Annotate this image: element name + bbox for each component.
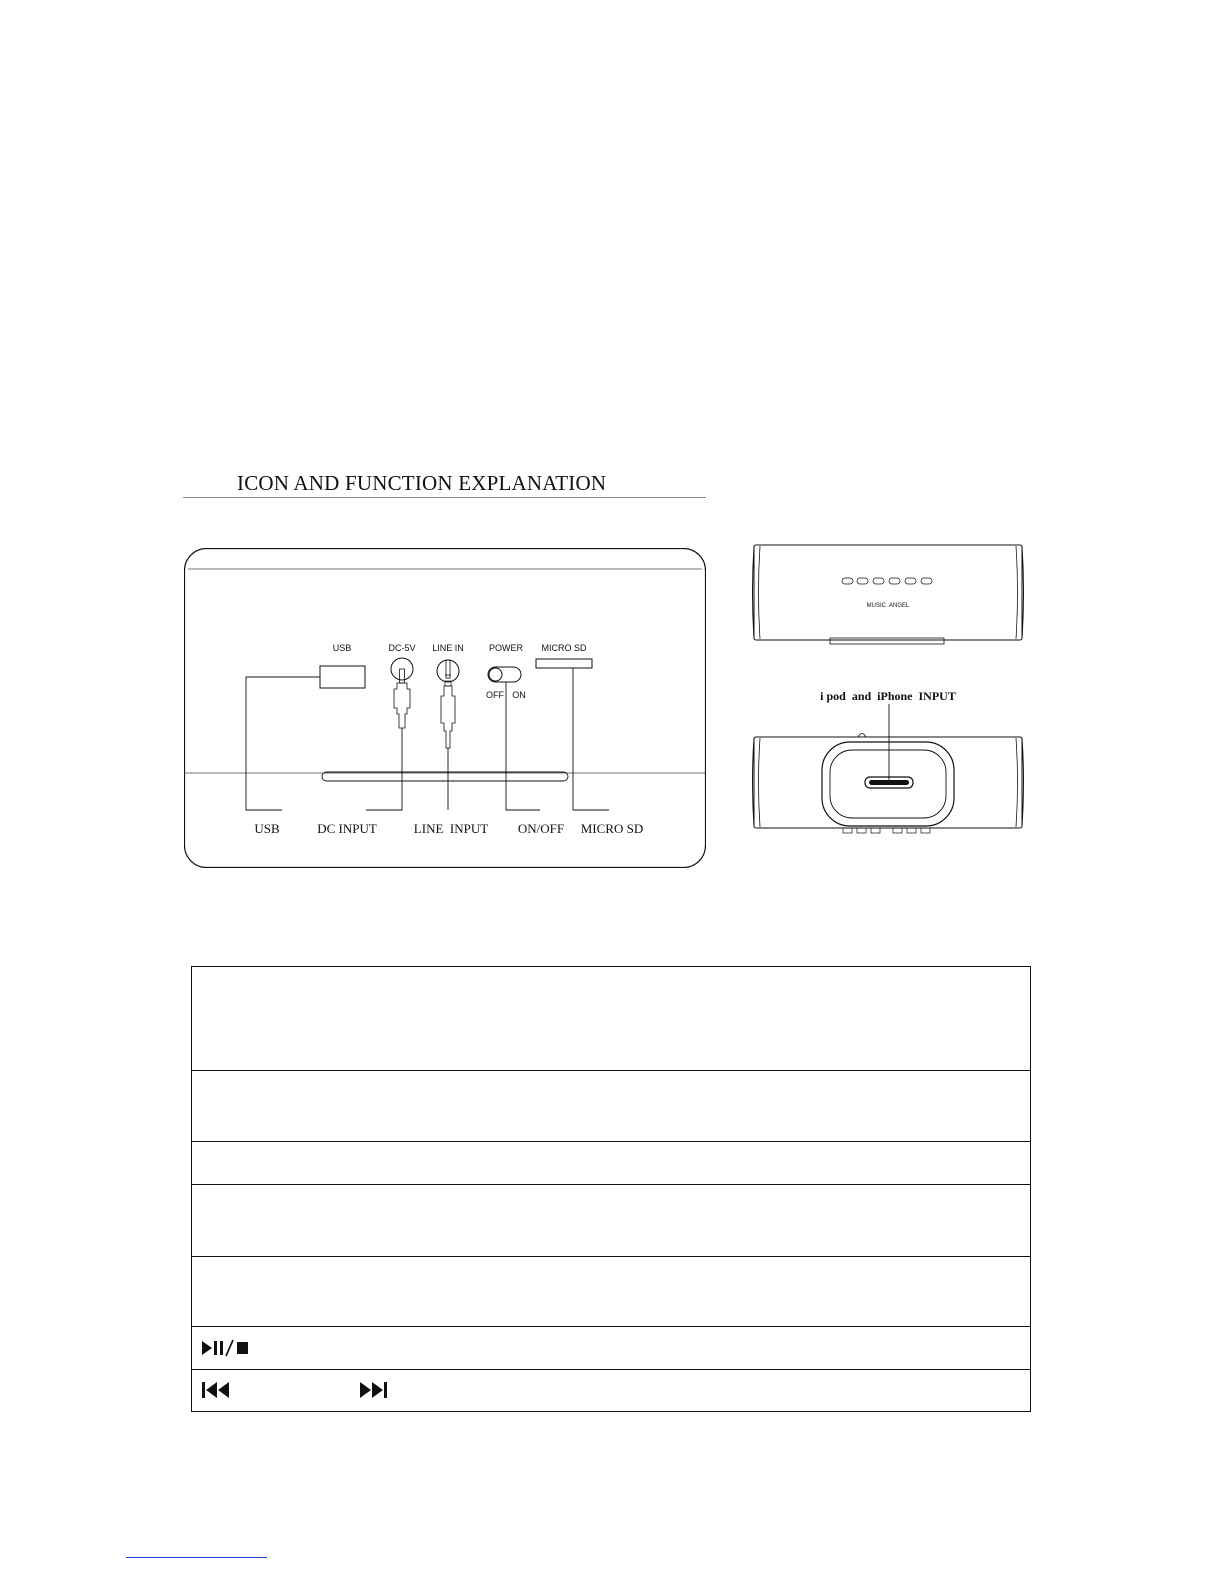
micro-sd-slot-icon bbox=[536, 659, 592, 668]
speaker-top-view bbox=[753, 545, 1024, 644]
back-panel-drawing bbox=[184, 548, 706, 868]
power-switch-icon bbox=[488, 667, 521, 682]
speaker-dock-view bbox=[753, 734, 1024, 834]
panel-outline bbox=[185, 549, 706, 868]
port-label-line-in: LINE IN bbox=[432, 643, 464, 653]
footer-link-underline[interactable] bbox=[126, 1557, 267, 1558]
line-in-plug-icon bbox=[441, 660, 455, 748]
callout-dc-input: DC INPUT bbox=[317, 821, 377, 836]
dc-plug-icon bbox=[394, 669, 410, 728]
next-track-icon bbox=[359, 1381, 389, 1399]
port-label-dc: DC-5V bbox=[388, 643, 416, 653]
table-row bbox=[192, 1256, 1030, 1326]
function-table bbox=[191, 966, 1031, 1412]
port-label-usb: USB bbox=[332, 643, 352, 653]
play-pause-stop-icon bbox=[201, 1339, 251, 1357]
callout-line-input: LINE INPUT bbox=[413, 821, 489, 836]
front-views-drawing bbox=[750, 540, 1026, 840]
section-title: ICON AND FUNCTION EXPLANATION bbox=[237, 471, 607, 495]
front-views-diagram bbox=[750, 540, 1026, 840]
table-row bbox=[192, 1326, 1030, 1369]
usb-port-icon bbox=[320, 666, 365, 688]
brand-label: MUSIC ANGEL bbox=[866, 603, 910, 609]
table-row bbox=[192, 1184, 1030, 1256]
port-label-power: POWER bbox=[488, 643, 524, 653]
switch-label-off: OFF bbox=[486, 690, 504, 700]
line-in-jack-icon bbox=[437, 660, 459, 682]
table-row bbox=[192, 1070, 1030, 1141]
callout-micro-sd: MICRO SD bbox=[580, 821, 644, 836]
dock-label: i pod and iPhone INPUT bbox=[820, 689, 956, 703]
switch-label-on: ON bbox=[512, 690, 526, 700]
bottom-button-row bbox=[843, 828, 930, 833]
table-row bbox=[192, 1369, 1030, 1411]
top-button-row bbox=[842, 578, 932, 584]
previous-track-icon bbox=[201, 1381, 231, 1399]
table-row bbox=[192, 1141, 1030, 1184]
back-panel-diagram bbox=[184, 548, 706, 868]
callout-usb: USB bbox=[254, 821, 280, 836]
title-divider bbox=[183, 497, 706, 498]
port-label-micro-sd: MICRO SD bbox=[541, 643, 587, 653]
callout-on-off: ON/OFF bbox=[517, 821, 565, 836]
table-row bbox=[192, 967, 1030, 1070]
